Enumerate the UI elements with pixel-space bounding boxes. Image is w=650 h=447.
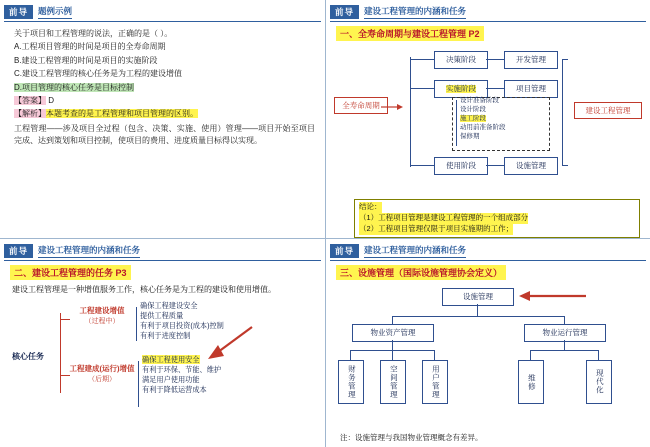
sub-item-3-label: 施工阶段 [460, 114, 486, 122]
facility-l2-stem-left [392, 316, 393, 324]
question-option-b: B.建设工程管理的时间是项目的实施阶段 [14, 55, 158, 65]
facility-root-box: 设施管理 [442, 288, 514, 306]
lifecycle-right-label: 建设工程管理 [574, 102, 642, 119]
facility-leaf-finance-label: 财务管理 [347, 365, 357, 399]
panel4-section-title: 三、设施管理（国际设施管理协会定义） [336, 265, 506, 280]
red-arrow-left [381, 103, 403, 113]
tasks-center-label: 核心任务 [12, 351, 44, 361]
stage-box-2 [434, 80, 488, 98]
red-arrow-facility [518, 290, 588, 304]
panel2-header [330, 4, 650, 19]
facility-l2-stem-right [564, 316, 565, 324]
facility-leaf-maintenance [518, 360, 544, 404]
analysis-body: 工程管理——涉及项目全过程（包含、决策、实施、使用）管理——项目开始至项目完成、达到策划和项目控制，使项目的费用、进度质量目标得以实现。 [14, 123, 315, 146]
facility-left-drop-2 [392, 350, 393, 360]
facility-leaf-modernization-label: 现代化 [595, 369, 605, 395]
tasks-branch1-spine [136, 307, 137, 341]
tasks-b1-item4: 有利于进度控制 [140, 331, 191, 341]
question-option-c: C.建设工程管理的核心任务是为工程的建设增值 [14, 69, 182, 79]
panel-facility-management [325, 238, 650, 447]
facility-diagram [334, 288, 642, 428]
question-option-a: A.工程项目管理的时间是项目的全寿命周期 [14, 42, 166, 52]
conclusion-title [359, 202, 635, 213]
link-line-3 [486, 165, 504, 166]
link-line-1 [486, 59, 504, 60]
sub-item-5: 保修期 [460, 132, 480, 140]
branch-line-2 [410, 88, 434, 89]
sub-item-1: 设计准备阶段 [460, 97, 499, 104]
tasks-branch2-spine [138, 361, 139, 407]
link-line-2 [486, 88, 504, 89]
right-brace-line [562, 59, 563, 165]
tasks-spine [60, 313, 61, 393]
sub-item-4: 动用前准备阶段 [460, 123, 506, 131]
panel2-section-title: 一、全寿命周期与建设工程管理 P2 [336, 26, 484, 41]
stage-box-3: 使用阶段 [434, 157, 488, 175]
sub-item-3 [460, 115, 550, 124]
tasks-b2-item4: 有利于降低运营成本 [142, 385, 207, 395]
facility-leaf-space-label: 空间管理 [389, 365, 399, 399]
facility-left-drop-1 [350, 350, 351, 360]
facility-leaf-user-label: 用户管理 [431, 365, 441, 399]
trunk-line [410, 57, 411, 167]
lifecycle-left-label: 全寿命周期 [334, 97, 388, 114]
red-arrow-tasks [204, 325, 256, 363]
analysis-line [14, 108, 315, 120]
panel1-body [0, 22, 325, 148]
question-option-d [14, 82, 315, 94]
panel-tasks [0, 238, 325, 447]
branch-line-3 [410, 165, 434, 166]
panel3-divider [4, 260, 321, 261]
answer-value: D [48, 95, 55, 105]
conclusion-box [354, 199, 640, 238]
facility-root-stem [477, 304, 478, 316]
panel3-section-title: 二、建设工程管理的任务 P3 [10, 265, 131, 280]
facility-leaf-maintenance-label: 维修 [527, 373, 537, 391]
tasks-b2-item3: 满足用户使用功能 [142, 375, 200, 385]
sub-items-spine [456, 100, 457, 146]
panel3-tag: 前导 [4, 244, 33, 258]
facility-note: 注：设施管理与我国物业管理概念有差异。 [340, 433, 483, 442]
answer-line [14, 95, 315, 107]
conclusion-item-2 [359, 224, 635, 235]
conclusion-item-1 [359, 213, 635, 224]
panel4-tag: 前导 [330, 244, 359, 258]
conclusion-title-label: 结论： [359, 202, 382, 211]
panel1-header [4, 4, 325, 19]
branch-line-1 [410, 59, 434, 60]
right-brace-bottom [562, 165, 568, 166]
stage-right-box-3: 设施管理 [504, 157, 558, 175]
facility-level2-bus [392, 316, 564, 317]
tasks-b1-item2: 提供工程质量 [140, 311, 184, 321]
facility-leaf-user [422, 360, 448, 404]
panel1-tag: 前导 [4, 5, 33, 19]
tasks-diagram [8, 299, 317, 417]
panel2-divider [330, 21, 646, 22]
tasks-paragraph: 建设工程管理是一种增值服务工作，核心任务是为工程的建设和使用增值。 [12, 285, 276, 294]
question-stem: 关于项目和工程管理的说法，正确的是（ ）。 [14, 29, 173, 38]
panel2-tag: 前导 [330, 5, 359, 19]
facility-right-bus [530, 350, 598, 351]
facility-left-drop-3 [434, 350, 435, 360]
tasks-branch2-subtitle: （后期） [88, 375, 116, 383]
stage-box-2-label: 实施阶段 [446, 83, 476, 93]
tasks-b1-item1: 确保工程建设安全 [140, 300, 198, 310]
analysis-label: 【解析】 [14, 109, 46, 119]
sub-items-list [460, 97, 550, 142]
tasks-b1-item3: 有利于项目投资(成本)控制 [140, 321, 224, 331]
panel3-header [4, 243, 325, 258]
question-option-d-text: D.项目管理的核心任务是目标控制 [14, 82, 134, 92]
stage-box-1: 决策阶段 [434, 51, 488, 69]
right-brace-top [562, 59, 568, 60]
panel-lifecycle [325, 0, 650, 238]
tasks-branch1-head [70, 305, 134, 326]
conclusion-item-2-label: （2）工程项目管理仅限于项目实施期的工作； [359, 223, 514, 233]
sub-item-2: 设计阶段 [460, 105, 486, 113]
tasks-b2-item1-label: 确保工程使用安全 [142, 354, 200, 364]
tasks-branch1-subtitle: （过程中） [84, 317, 120, 325]
panel2-title: 建设工程管理的内涵和任务 [364, 5, 466, 19]
facility-leaf-space [380, 360, 406, 404]
facility-right-drop-1 [530, 350, 531, 360]
stage-right-box-1: 开发管理 [504, 51, 558, 69]
lifecycle-diagram [334, 45, 642, 195]
tasks-b2-item2: 有利于环保、节能、维护 [142, 365, 222, 375]
facility-level2-box-left: 物业资产管理 [352, 324, 434, 342]
facility-leaf-finance [338, 360, 364, 404]
tasks-branch2-head [66, 363, 138, 384]
tasks-branch2-title: 工程建成(运行)增值 [69, 363, 135, 373]
facility-right-drop-2 [598, 350, 599, 360]
facility-right-stem [564, 340, 565, 350]
panel4-divider [330, 260, 646, 261]
panel4-title: 建设工程管理的内涵和任务 [364, 244, 466, 258]
facility-leaf-modernization [586, 360, 612, 404]
facility-level2-box-right: 物业运行管理 [524, 324, 606, 342]
tasks-branch1-title: 工程建设增值 [79, 305, 125, 315]
conclusion-item-1-label: （1）工程项目管理是建设工程管理的一个组成部分 [359, 212, 529, 222]
tasks-branch1-line [60, 319, 70, 320]
panel4-header [330, 243, 650, 258]
facility-left-stem [392, 340, 393, 350]
stage-right-box-2: 项目管理 [504, 80, 558, 98]
analysis-text: 本题考查的是工程管理和项目管理的区别。 [46, 109, 198, 119]
panel3-title: 建设工程管理的内涵和任务 [38, 244, 140, 258]
panel-question-example [0, 0, 325, 238]
answer-label: 【答案】 [14, 95, 46, 105]
panel1-title: 题例示例 [38, 5, 72, 19]
